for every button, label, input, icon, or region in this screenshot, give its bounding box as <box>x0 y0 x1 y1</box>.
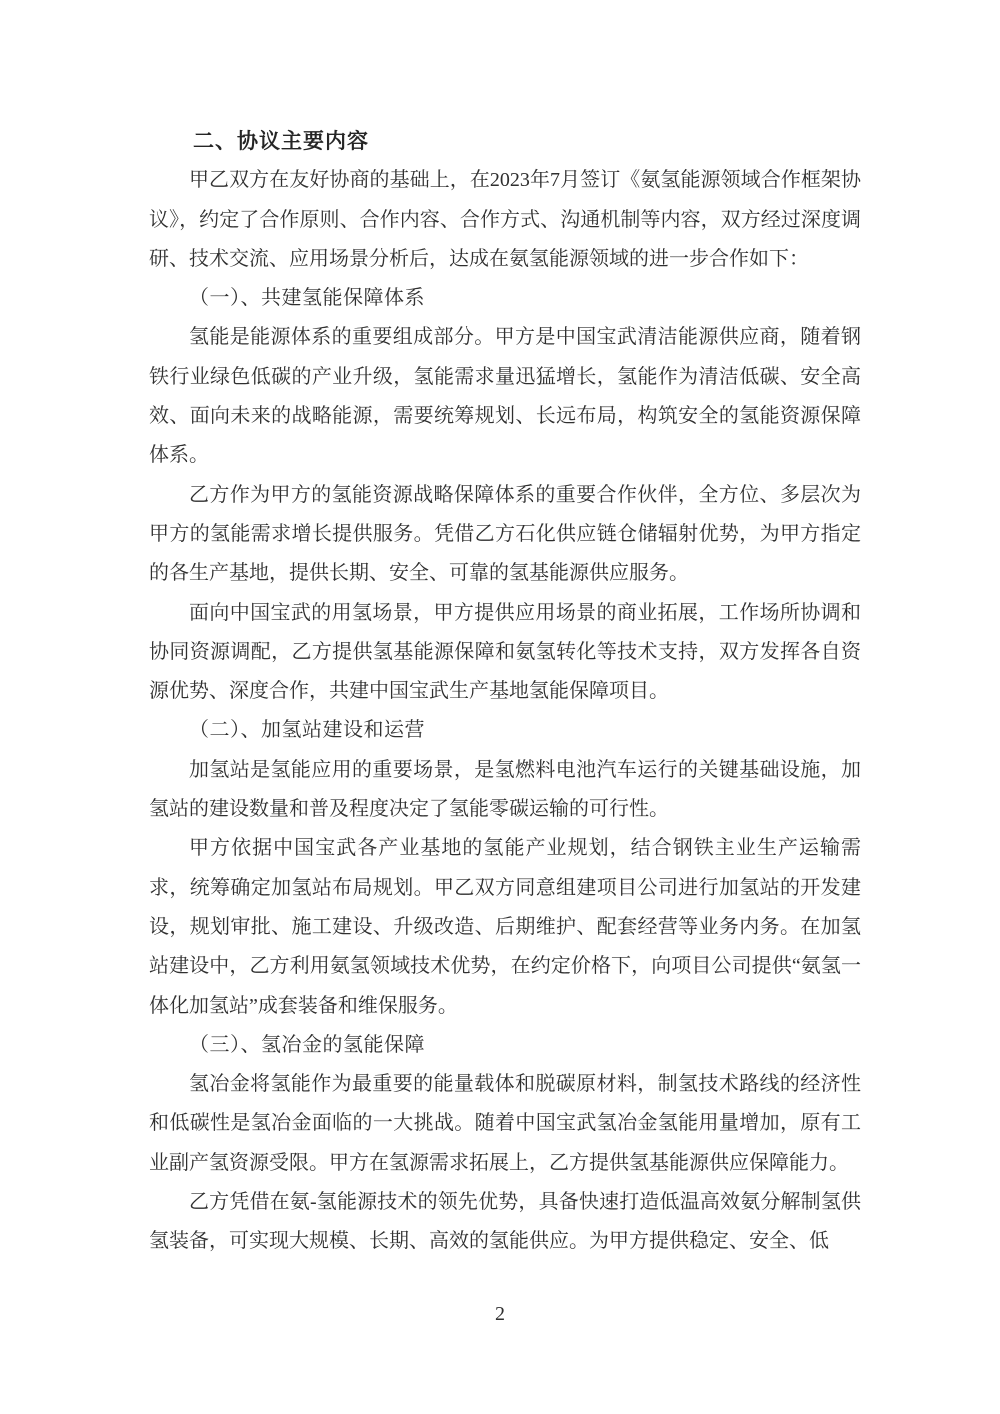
body-paragraph: 甲方依据中国宝武各产业基地的氢能产业规划，结合钢铁主业生产运输需求，统筹确定加氢站布局规划。甲乙双方同意组建项目公司进行加氢站的开发建设，规划审批、施工建设、升级改造、后期维护、配套经营等业务内务。在加氢站建设中，乙方利用氨氢领域技术优势，在约定价格下，向项目公司提供“氨氢一体化加氢站”成套装备和维保服务。 <box>149 837 861 1017</box>
section-heading: 二、协议主要内容 <box>193 129 369 153</box>
document-content <box>149 122 861 1262</box>
body-paragraph: 乙方作为甲方的氢能资源战略保障体系的重要合作伙伴，全方位、多层次为甲方的氢能需求增长提供服务。凭借乙方石化供应链仓储辐射优势，为甲方指定的各生产基地，提供长期、安全、可靠的氢基能源供应服务。 <box>149 483 861 585</box>
body-paragraph: 乙方凭借在氨-氢能源技术的领先优势，具备快速打造低温高效氨分解制氢供氢装备，可实现大规模、长期、高效的氢能供应。为甲方提供稳定、安全、低 <box>149 1191 861 1253</box>
body-paragraph: 加氢站是氢能应用的重要场景，是氢燃料电池汽车运行的关键基础设施，加氢站的建设数量和普及程度决定了氢能零碳运输的可行性。 <box>149 758 861 821</box>
subsection-heading: （一）、共建氢能保障体系 <box>189 287 425 310</box>
body-paragraph: 面向中国宝武的用氢场景，甲方提供应用场景的商业拓展，工作场所协调和协同资源调配，乙方提供氢基能源保障和氨氢转化等技术支持，双方发挥各自资源优势、深度合作，共建中国宝武生产基地氢能保障项目。 <box>149 601 861 703</box>
page-number: 2 <box>495 1303 505 1325</box>
body-paragraph: 氢能是能源体系的重要组成部分。甲方是中国宝武清洁能源供应商，随着钢铁行业绿色低碳的产业升级，氢能需求量迅猛增长，氢能作为清洁低碳、安全高效、面向未来的战略能源，需要统筹规划、长远布局，构筑安全的氢能资源保障体系。 <box>149 326 861 467</box>
body-paragraph: 氢冶金将氢能作为最重要的能量载体和脱碳原材料，制氢技术路线的经济性和低碳性是氢冶金面临的一大挑战。随着中国宝武氢冶金氢能用量增加，原有工业副产氢资源受限。甲方在氢源需求拓展上，乙方提供氢基能源供应保障能力。 <box>149 1073 861 1174</box>
body-paragraph: 甲乙双方在友好协商的基础上，在2023年7月签订《氨氢能源领域合作框架协议》，约定了合作原则、合作内容、合作方式、沟通机制等内容，双方经过深度调研、技术交流、应用场景分析后，达成在氨氢能源领域的进一步合作如下： <box>149 169 861 270</box>
subsection-heading: （二）、加氢站建设和运营 <box>189 719 425 742</box>
subsection-heading: （三）、氢冶金的氢能保障 <box>189 1033 425 1056</box>
paragraph-container <box>149 161 861 1261</box>
